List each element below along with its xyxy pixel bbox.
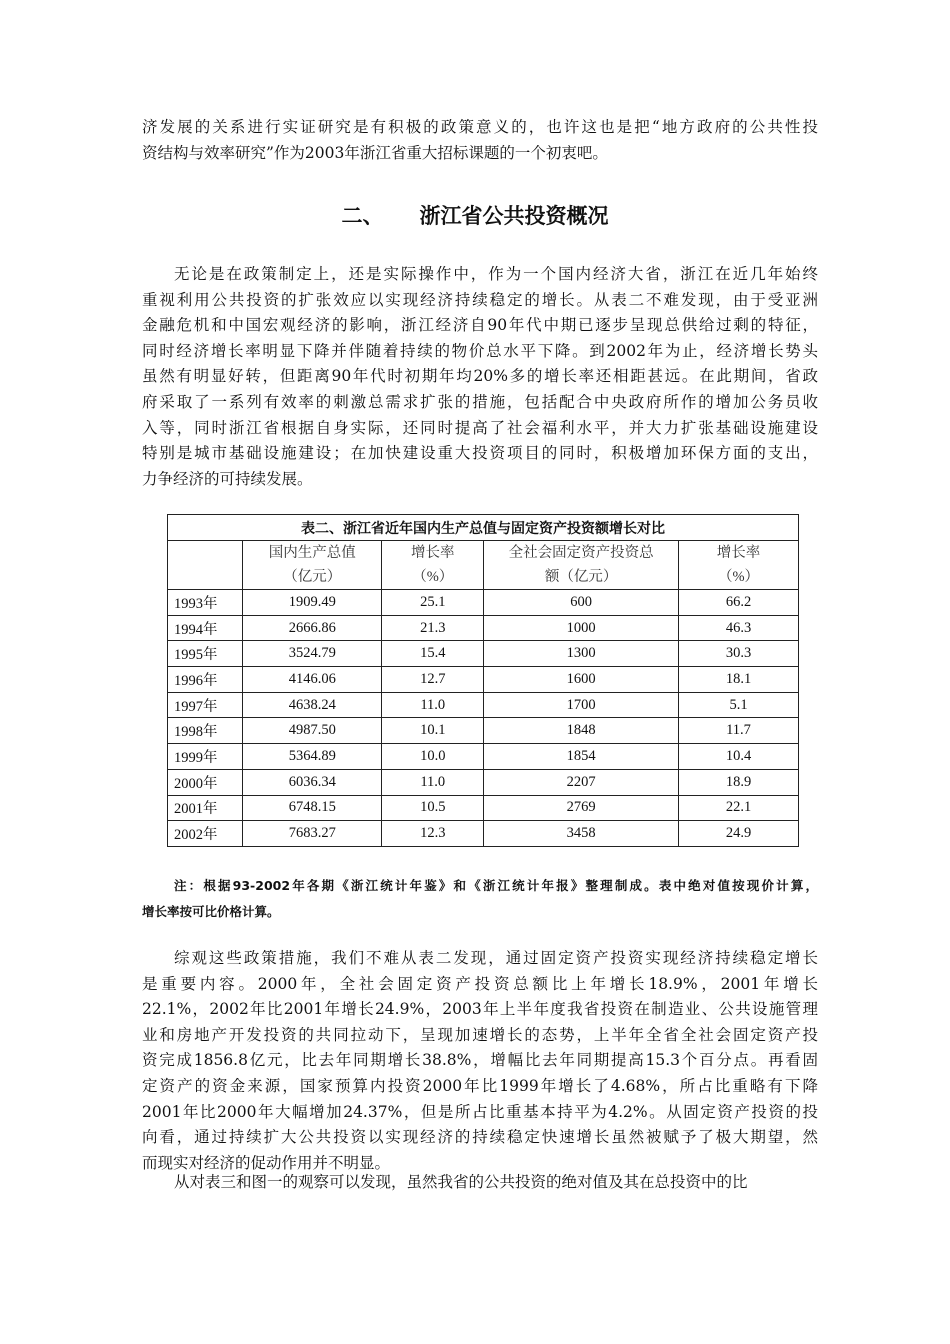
gdp-cell: 4638.24 <box>243 692 382 718</box>
column-header-line: 额（亿元） <box>544 569 618 585</box>
table-row <box>168 718 799 744</box>
note-line: 注：根据93-2002年各期《浙江统计年鉴》和《浙江统计年报》整理制成。表中绝对值按现价计算， <box>174 878 818 893</box>
text-line: 无论是在政策制定上，还是实际操作中，作为一个国内经济大省，浙江在近几年始终 <box>174 265 818 283</box>
year-cell: 2002年 <box>168 821 243 847</box>
section-heading <box>0 200 950 230</box>
column-header-line: （亿元） <box>283 569 342 585</box>
investment-growth-cell: 30.3 <box>679 641 799 667</box>
year-cell: 1998年 <box>168 718 243 744</box>
text-line: 金融危机和中国宏观经济的影响，浙江经济自90年代中期已逐步呈现总供给过剩的特征， <box>142 316 818 335</box>
paragraph-overview <box>142 262 818 492</box>
paragraph-policy <box>142 946 818 1176</box>
column-header <box>484 541 679 590</box>
year-cell: 1995年 <box>168 641 243 667</box>
text-line: 力争经济的可持续发展。 <box>142 469 313 488</box>
gdp-growth-cell: 10.1 <box>382 718 484 744</box>
paragraph-intro <box>142 115 818 166</box>
text-line: 特别是城市基础设施建设；在加快建设重大投资项目的同时，积极增加环保方面的支出， <box>142 444 818 463</box>
text-line: 资完成1856.8亿元，比去年同期增长38.8%，增幅比去年同期提高15.3个百分点。再看固 <box>142 1051 818 1070</box>
table-note <box>142 873 818 925</box>
column-header-line: 增长率 <box>411 545 455 561</box>
table-row <box>168 667 799 693</box>
section-title: 浙江省公共投资概况 <box>419 204 609 228</box>
text-line: 22.1%，2002年比2001年增长24.9%，2003年上半年度我省投资在制造业、公共设施管理 <box>142 1000 818 1019</box>
investment-cell: 3458 <box>484 821 679 847</box>
investment-growth-cell: 18.9 <box>679 769 799 795</box>
investment-cell: 1848 <box>484 718 679 744</box>
gdp-growth-cell: 12.3 <box>382 821 484 847</box>
investment-cell: 1600 <box>484 667 679 693</box>
text-line: 济发展的关系进行实证研究是有积极的政策意义的，也许这也是把“地方政府的公共性投 <box>142 118 818 136</box>
text-line: 而现实对经济的促动作用并不明显。 <box>142 1153 391 1172</box>
note-line: 增长率按可比价格计算。 <box>142 904 280 919</box>
investment-cell: 2769 <box>484 795 679 821</box>
gdp-growth-cell: 15.4 <box>382 641 484 667</box>
investment-growth-cell: 66.2 <box>679 590 799 616</box>
text-line: 定资产的资金来源，国家预算内投资2000年比1999年增长了4.68%，所占比重略有下降 <box>142 1076 818 1095</box>
gdp-cell: 6036.34 <box>243 769 382 795</box>
column-header-line: 全社会固定资产投资总 <box>508 545 654 561</box>
table-row <box>168 744 799 770</box>
table-row <box>168 795 799 821</box>
gdp-growth-cell: 11.0 <box>382 692 484 718</box>
column-header-line <box>168 541 242 565</box>
year-cell: 1993年 <box>168 590 243 616</box>
investment-cell: 1700 <box>484 692 679 718</box>
section-number: 二、 <box>341 204 384 228</box>
gdp-growth-cell: 12.7 <box>382 667 484 693</box>
text-line: 向看，通过持续扩大公共投资以实现经济的持续稳定快速增长虽然被赋予了极大期望，然 <box>142 1128 818 1147</box>
gdp-growth-cell: 21.3 <box>382 615 484 641</box>
investment-growth-cell: 46.3 <box>679 615 799 641</box>
text-line: 虽然有明显好转，但距离90年代时初期年均20%多的增长率还相距甚远。在此期间，省政 <box>142 367 818 386</box>
gdp-cell: 7683.27 <box>243 821 382 847</box>
column-header-line: 增长率 <box>716 545 761 561</box>
text-line: 从对表三和图一的观察可以发现，虽然我省的公共投资的绝对值及其在总投资中的比 <box>174 1173 748 1191</box>
column-header-line <box>168 565 242 589</box>
gdp-cell: 4146.06 <box>243 667 382 693</box>
gdp-cell: 2666.86 <box>243 615 382 641</box>
table-row <box>168 769 799 795</box>
investment-growth-cell: 18.1 <box>679 667 799 693</box>
column-header-line: （%） <box>717 569 760 585</box>
investment-growth-cell: 11.7 <box>679 718 799 744</box>
table-title: 表二、浙江省近年国内生产总值与固定资产投资额增长对比 <box>168 515 799 541</box>
investment-growth-cell: 5.1 <box>679 692 799 718</box>
text-line: 综观这些政策措施，我们不难从表二发现，通过固定资产投资实现经济持续稳定增长 <box>174 949 818 967</box>
column-header-line: 国内生产总值 <box>268 545 356 561</box>
investment-cell: 2207 <box>484 769 679 795</box>
year-cell: 2000年 <box>168 769 243 795</box>
text-line: 业和房地产开发投资的共同拉动下，呈现加速增长的态势，上半年全省全社会固定资产投 <box>142 1025 818 1044</box>
year-cell: 1996年 <box>168 667 243 693</box>
gdp-cell: 1909.49 <box>243 590 382 616</box>
table-row <box>168 615 799 641</box>
column-header <box>382 541 484 590</box>
investment-growth-cell: 10.4 <box>679 744 799 770</box>
gdp-cell: 4987.50 <box>243 718 382 744</box>
gdp-growth-cell: 11.0 <box>382 769 484 795</box>
year-cell: 1994年 <box>168 615 243 641</box>
investment-cell: 1854 <box>484 744 679 770</box>
table-row <box>168 590 799 616</box>
column-header-line: （%） <box>412 569 454 585</box>
table-row <box>168 692 799 718</box>
table-row <box>168 821 799 847</box>
column-header <box>679 541 799 590</box>
column-header <box>168 541 243 590</box>
gdp-growth-cell: 25.1 <box>382 590 484 616</box>
table-row <box>168 641 799 667</box>
investment-cell: 1300 <box>484 641 679 667</box>
investment-growth-cell: 22.1 <box>679 795 799 821</box>
year-cell: 2001年 <box>168 795 243 821</box>
investment-growth-cell: 24.9 <box>679 821 799 847</box>
gdp-investment-table <box>167 514 799 847</box>
text-line: 是重要内容。2000年，全社会固定资产投资总额比上年增长18.9%，2001年增长 <box>142 974 818 993</box>
text-line: 资结构与效率研究”作为2003年浙江省重大招标课题的一个初衷吧。 <box>142 143 608 162</box>
gdp-cell: 6748.15 <box>243 795 382 821</box>
investment-cell: 600 <box>484 590 679 616</box>
text-line: 府采取了一系列有效率的刺激总需求扩张的措施，包括配合中央政府所作的增加公务员收 <box>142 392 818 411</box>
gdp-cell: 5364.89 <box>243 744 382 770</box>
gdp-growth-cell: 10.0 <box>382 744 484 770</box>
gdp-cell: 3524.79 <box>243 641 382 667</box>
gdp-growth-cell: 10.5 <box>382 795 484 821</box>
text-line: 同时经济增长率明显下降并伴随着持续的物价总水平下降。到2002年为止，经济增长势头 <box>142 341 818 360</box>
text-line: 重视利用公共投资的扩张效应以实现经济持续稳定的增长。从表二不难发现，由于受亚洲 <box>142 290 818 309</box>
text-line: 2001年比2000年大幅增加24.37%，但是所占比重基本持平为4.2%。从固定资产投资的投 <box>142 1102 818 1121</box>
year-cell: 1997年 <box>168 692 243 718</box>
investment-cell: 1000 <box>484 615 679 641</box>
text-line: 入等，同时浙江省根据自身实际，还同时提高了社会福利水平，并大力扩张基础设施建设 <box>142 418 818 437</box>
column-header <box>243 541 382 590</box>
year-cell: 1999年 <box>168 744 243 770</box>
paragraph-observation <box>142 1170 818 1196</box>
